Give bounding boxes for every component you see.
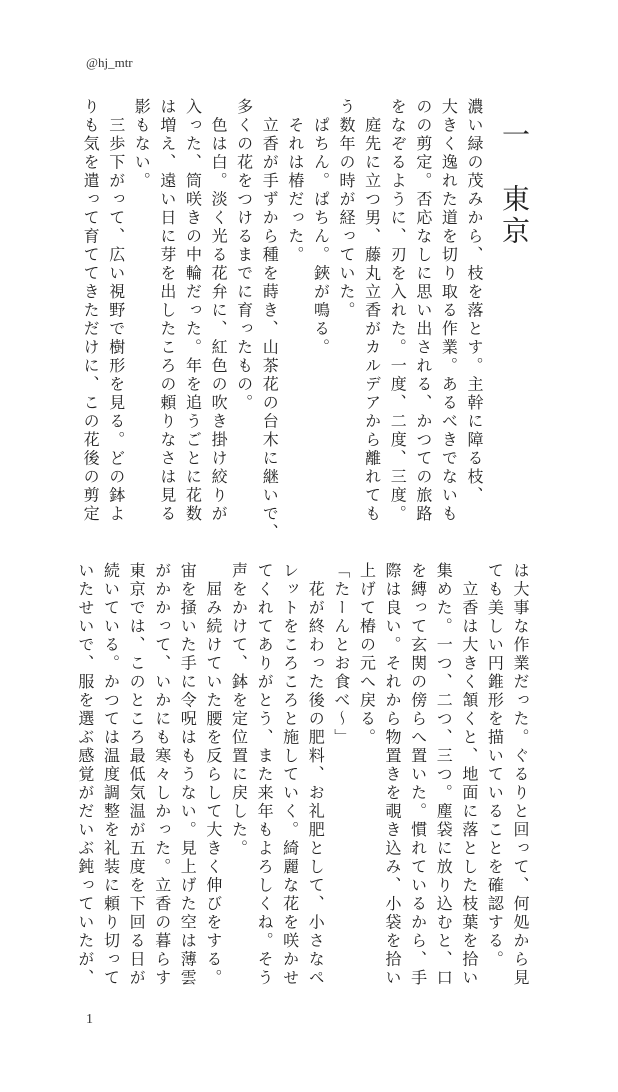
text-column: 屈み続けていた腰を反らして大きく伸びをする。 (203, 562, 223, 988)
text-column: は大事な作業だった。ぐるりと回って、何処から見 (511, 562, 530, 988)
chapter-title: 一 東京 (498, 120, 531, 248)
text-column: いたせいで、服を選ぶ感覚がだいぶ鈍っていたが、 (75, 562, 95, 988)
text-column: う数年の時が経っていた。 (337, 98, 357, 320)
text-column: ても美しい円錐形を描いていることを確認する。 (485, 562, 505, 969)
text-column: レットをころころと施していく。綺麗な花を咲かせ (280, 562, 300, 988)
text-column: がかかって、いかにも寒々しかった。立香の暮らす (152, 562, 172, 988)
text-column: をなぞるように、刃を入れた。一度、二度、三度。 (388, 98, 408, 524)
text-column: 「たーんとお食べ〜」 (331, 562, 351, 747)
text-column: を縛って玄関の傍らへ置いた。慣れているから、手 (408, 562, 428, 988)
text-column: りも気を遣って育ててきただけに、この花後の剪定 (81, 98, 101, 524)
text-column: 際は良い。それから物置きを覗き込み、小袋を拾い (383, 562, 403, 988)
upper-text-block (81, 98, 531, 542)
text-column: 立香は大きく頷くと、地面に落とした枝葉を拾い (459, 562, 479, 988)
text-column: 続いている。かつては温度調整を礼装に頼り切って (101, 562, 121, 988)
text-column: 多くの花をつけるまでに育ったもの。 (234, 98, 254, 413)
text-column: てくれてありがとう、また来年もよろしくね。そう (255, 562, 275, 988)
lower-text-block (75, 562, 530, 994)
text-column: ぱちん。ぱちん。鋏が鳴る。 (311, 98, 331, 357)
text-column: のの剪定。否応なしに思い出される、かつての旅路 (413, 98, 433, 524)
author-handle: @hj_mtr (86, 55, 133, 70)
text-column: 三歩下がって、広い視野で樹形を見る。どの鉢よ (106, 98, 126, 524)
text-column: 声をかけて、鉢を定位置に戻した。 (229, 562, 249, 858)
text-column: 東京では、このところ最低気温が五度を下回る日が (127, 562, 147, 988)
text-column: 集めた。一つ、二つ、三つ。塵袋に放り込むと、口 (434, 562, 454, 988)
text-column: 庭先に立つ男、藤丸立香がカルデアから離れても (362, 98, 382, 524)
text-column: それは椿だった。 (285, 98, 305, 265)
text-column: 色は白。淡く光る花弁に、紅色の吹き掛け絞りが (209, 98, 229, 524)
text-column: 上げて椿の元へ戻る。 (357, 562, 377, 747)
text-column: 宙を掻いた手に令呪はもうない。見上げた空は薄雲 (178, 562, 198, 988)
text-column: は増え、遠い日に芽を出したころの頼りなさは見る (157, 98, 177, 524)
text-column: 立香が手ずから種を蒔き、山茶花の台木に継いで、 (260, 98, 280, 542)
page-number: 1 (86, 1012, 93, 1027)
text-column: 花が終わった後の肥料、お礼肥として、小さなペ (306, 562, 326, 988)
text-column: 濃い緑の茂みから、枝を落とす。主幹に障る枝、 (465, 98, 484, 505)
text-column: 大きく逸れた道を切り取る作業。あるべきでないも (439, 98, 459, 524)
text-column: 影もない。 (132, 98, 152, 191)
text-column: 入った、筒咲きの中輪だった。年を追うごとに花数 (183, 98, 203, 524)
